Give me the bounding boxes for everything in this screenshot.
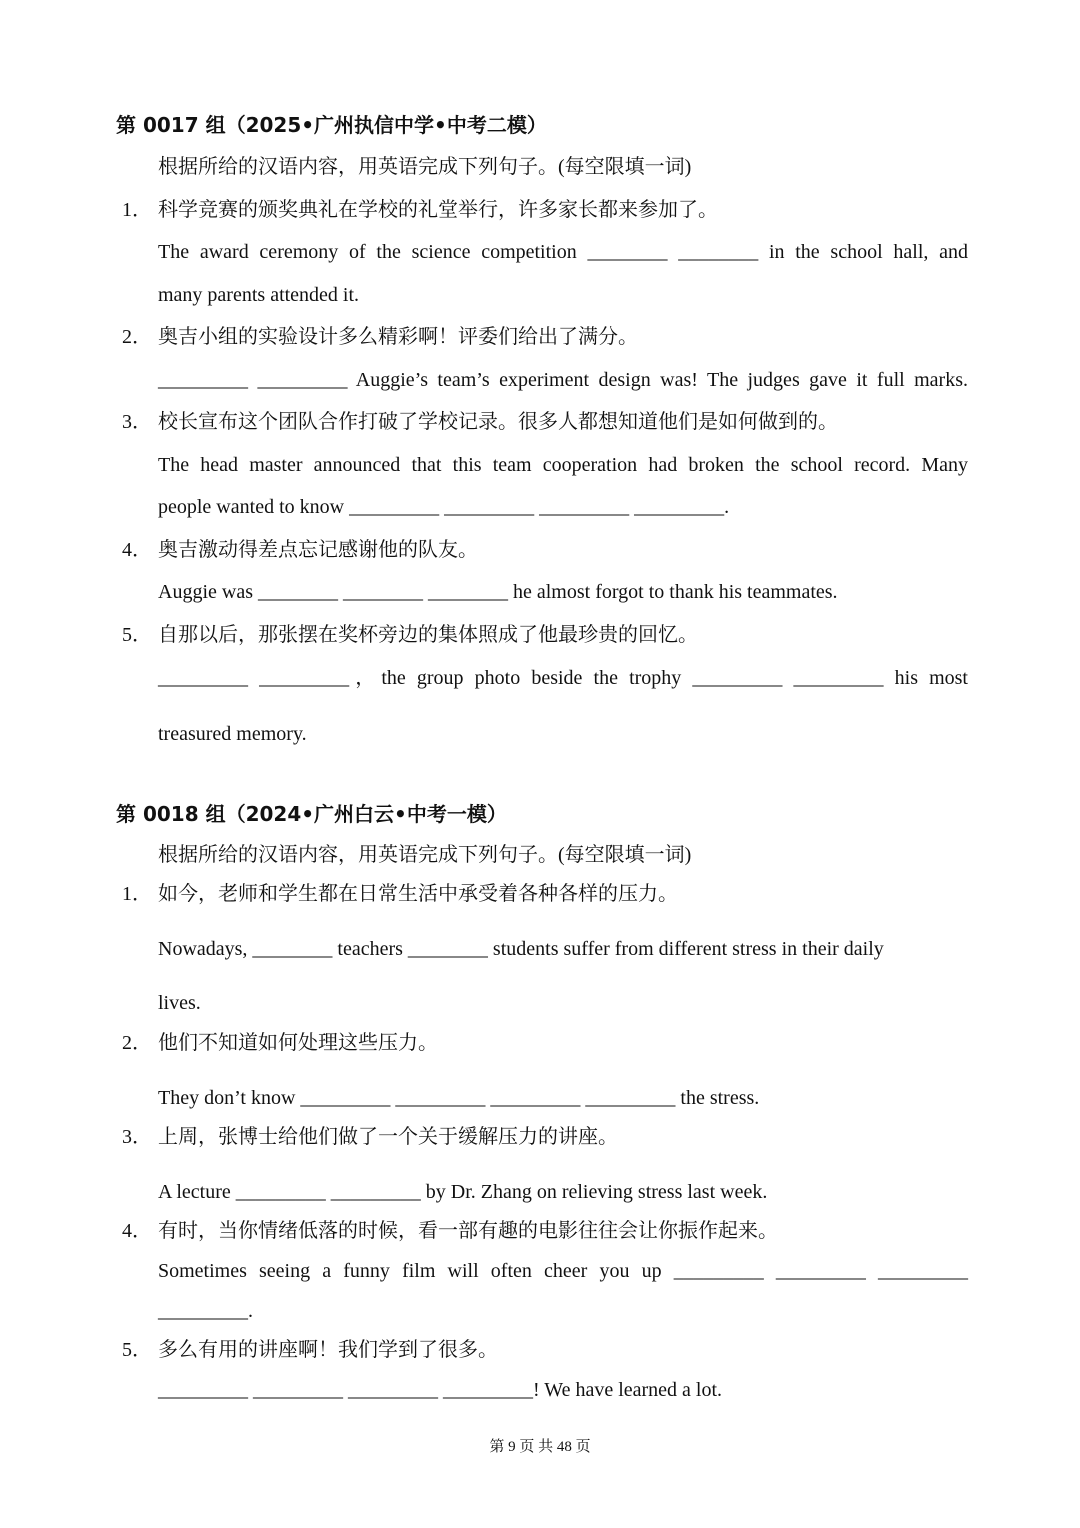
question-number: 5． xyxy=(122,1339,152,1361)
question-number: 3． xyxy=(122,1126,152,1148)
question-en-line: treasured memory. xyxy=(158,723,307,745)
question-number: 5． xyxy=(122,624,152,646)
question-cn xyxy=(122,1337,498,1363)
group-heading-0018: 第 0018 组（2024•广州白云•中考一模） xyxy=(116,802,507,826)
question-cn-text: 自那以后，那张摆在奖杯旁边的集体照成了他最珍贵的回忆。 xyxy=(158,624,698,646)
question-cn-text: 他们不知道如何处理这些压力。 xyxy=(158,1032,438,1054)
question-number: 1． xyxy=(122,199,152,221)
question-en-line: They don’t know _________ _________ _________ _________ the stress. xyxy=(158,1087,760,1109)
question-number: 3． xyxy=(122,411,152,433)
question-number: 2． xyxy=(122,326,152,348)
question-en-line: _________ _________，the group photo beside the trophy _________ _________ his most xyxy=(158,667,968,689)
instruction-text: 根据所给的汉语内容，用英语完成下列句子。(每空限填一词) xyxy=(158,156,692,178)
question-en-line: _________ _________ Auggie’s team’s experiment design was! The judges gave it full marks. xyxy=(158,369,968,391)
instruction-text: 根据所给的汉语内容，用英语完成下列句子。(每空限填一词) xyxy=(158,844,692,866)
question-cn xyxy=(122,881,678,907)
question-cn-text: 有时，当你情绪低落的时候，看一部有趣的电影往往会让你振作起来。 xyxy=(158,1220,778,1242)
question-cn-text: 如今，老师和学生都在日常生活中承受着各种各样的压力。 xyxy=(158,883,678,905)
question-cn-text: 科学竞赛的颁奖典礼在学校的礼堂举行，许多家长都来参加了。 xyxy=(158,199,718,221)
question-number: 1． xyxy=(122,883,152,905)
question-en-line: Auggie was ________ ________ ________ he almost forgot to thank his teammates. xyxy=(158,581,838,603)
question-en-line: _________. xyxy=(158,1300,253,1322)
question-number: 4． xyxy=(122,539,152,561)
question-number: 4． xyxy=(122,1220,152,1242)
page-footer: 第 9 页 共 48 页 xyxy=(489,1439,591,1455)
question-cn xyxy=(122,1124,618,1150)
question-cn-text: 上周，张博士给他们做了一个关于缓解压力的讲座。 xyxy=(158,1126,618,1148)
question-en-line: lives. xyxy=(158,992,201,1014)
question-cn-text: 多么有用的讲座啊！我们学到了很多。 xyxy=(158,1339,498,1361)
question-en-line: people wanted to know _________ _________ _________ _________. xyxy=(158,496,730,518)
question-en-line: The head master announced that this team cooperation had broken the school record. Many xyxy=(158,454,968,476)
question-en-line: A lecture _________ _________ by Dr. Zhang on relieving stress last week. xyxy=(158,1181,768,1203)
question-cn xyxy=(122,622,698,648)
question-en-line: The award ceremony of the science competition ________ ________ in the school hall, and xyxy=(158,241,968,263)
question-cn xyxy=(122,324,638,350)
question-en-line: _________ _________ _________ _________! We have learned a lot. xyxy=(158,1379,723,1401)
question-cn-text: 奥吉激动得差点忘记感谢他的队友。 xyxy=(158,539,478,561)
question-cn xyxy=(122,537,478,563)
question-cn xyxy=(122,1030,438,1056)
question-en-line: Nowadays, ________ teachers ________ students suffer from different stress in their daily xyxy=(158,938,884,960)
question-number: 2． xyxy=(122,1032,152,1054)
question-cn-text: 奥吉小组的实验设计多么精彩啊！评委们给出了满分。 xyxy=(158,326,638,348)
question-cn xyxy=(122,197,718,223)
question-cn xyxy=(122,1218,778,1244)
question-cn xyxy=(122,409,838,435)
question-cn-text: 校长宣布这个团队合作打破了学校记录。很多人都想知道他们是如何做到的。 xyxy=(158,411,838,433)
question-en-line: Sometimes seeing a funny film will often cheer you up _________ _________ _________ xyxy=(158,1260,968,1282)
group-heading-0017: 第 0017 组（2025•广州执信中学•中考二模） xyxy=(116,113,547,137)
question-en-line: many parents attended it. xyxy=(158,284,360,306)
